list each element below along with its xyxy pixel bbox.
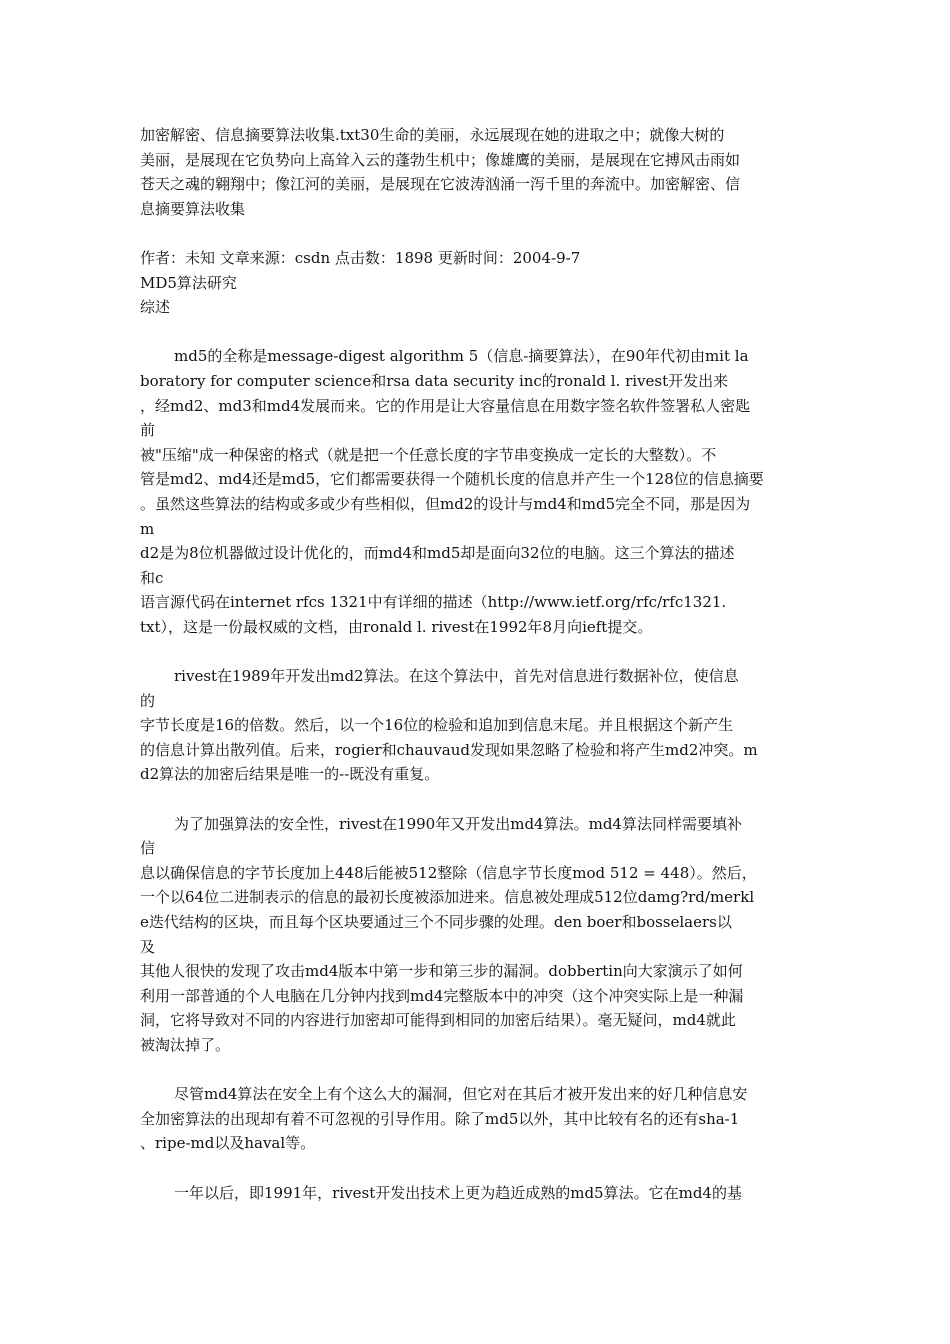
paragraph-md2 — [140, 664, 812, 787]
spacer — [140, 639, 812, 664]
text-line: 的信息计算出散列值。后来，rogier和chauvaud发现如果忽略了检验和将产生md2冲突。m — [140, 740, 758, 759]
text-line: e迭代结构的区块，而且每个区块要通过三个不同步骤的处理。den boer和bosselaers以 — [140, 913, 732, 931]
text-line: 被"压缩"成一种保密的格式（就是把一个任意长度的字节串变换成一定长的大整数）。不 — [140, 445, 717, 464]
text-line: 和c — [140, 568, 164, 587]
paragraph-md5-development — [140, 1181, 812, 1206]
text-line: 息摘要算法收集 — [140, 199, 246, 218]
text-line: 一年以后，即1991年，rivest开发出技术上更为趋近成熟的md5算法。它在md4的基 — [174, 1183, 742, 1202]
text-line: 信 — [140, 839, 156, 858]
text-line: md5的全称是message-digest algorithm 5（信息-摘要算法），在90年代初由mit la — [174, 347, 749, 366]
text-line: 字节长度是16的倍数。然后，以一个16位的检验和追加到信息末尾。并且根据这个新产生 — [140, 716, 734, 735]
paragraph-md5-overview — [140, 344, 812, 639]
paragraph-md4-influence — [140, 1082, 812, 1156]
text-line: 洞，它将导致对不同的内容进行加密却可能得到相同的加密后结果）。毫无疑问，md4就此 — [140, 1011, 736, 1030]
text-line: d2是为8位机器做过设计优化的，而md4和md5却是面向32位的电脑。这三个算法的描述 — [140, 544, 735, 563]
text-line: rivest在1989年开发出md2算法。在这个算法中，首先对信息进行数据补位，使信息 — [174, 667, 739, 686]
text-line: 苍天之魂的翱翔中；像江河的美丽，是展现在它波涛汹涌一泻千里的奔流中。加密解密、信 — [140, 175, 741, 194]
text-line: 加密解密、信息摘要算法收集.txt30生命的美丽，永远展现在她的进取之中；就像大树的 — [140, 126, 725, 144]
text-line: m — [140, 519, 155, 538]
text-line: 管是md2、md4还是md5，它们都需要获得一个随机长度的信息并产生一个128位的信息摘要 — [140, 470, 764, 489]
article-title: MD5算法研究 — [140, 273, 237, 292]
text-line: 一个以64位二进制表示的信息的最初长度被添加进来。信息被处理成512位damg?rd/merkl — [140, 888, 755, 907]
spacer — [140, 221, 812, 246]
text-line: 语言源代码在internet rfcs 1321中有详细的描述（http://www.ietf.org/rfc/rfc1321. — [140, 593, 727, 612]
article-meta: 作者：未知 文章来源：csdn 点击数：1898 更新时间：2004-9-7 — [140, 248, 581, 267]
section-heading: 综述 — [140, 298, 171, 317]
text-line: 息以确保信息的字节长度加上448后能被512整除（信息字节长度mod 512 = 448）。然后， — [140, 863, 757, 882]
text-line: 前 — [140, 421, 156, 440]
text-line: 的 — [140, 691, 156, 710]
text-line: 及 — [140, 937, 156, 956]
text-line: txt），这是一份最权威的文档，由ronald l. rivest在1992年8月向ieft提交。 — [140, 617, 653, 636]
text-line: 利用一部普通的个人电脑在几分钟内找到md4完整版本中的冲突（这个冲突实际上是一种漏 — [140, 986, 744, 1005]
paragraph-md4 — [140, 812, 812, 1058]
text-line: 尽管md4算法在安全上有个这么大的漏洞，但它对在其后才被开发出来的好几种信息安 — [174, 1085, 748, 1104]
text-line: 被淘汰掉了。 — [140, 1035, 231, 1054]
text-line: 为了加强算法的安全性，rivest在1990年又开发出md4算法。md4算法同样需要填补 — [174, 814, 742, 833]
intro-paragraph — [140, 123, 812, 221]
text-line: boratory for computer science和rsa data security inc的ronald l. rivest开发出来 — [140, 371, 729, 390]
text-line: 。虽然这些算法的结构或多或少有些相似，但md2的设计与md4和md5完全不同，那是因为 — [140, 494, 751, 513]
spacer — [140, 1058, 812, 1083]
text-line: 全加密算法的出现却有着不可忽视的引导作用。除了md5以外，其中比较有名的还有sha-1 — [140, 1109, 740, 1128]
spacer — [140, 320, 812, 345]
text-line: ，经md2、md3和md4发展而来。它的作用是让大容量信息在用数字签名软件签署私人密匙 — [140, 396, 751, 415]
text-line: 、ripe-md以及haval等。 — [140, 1134, 316, 1153]
spacer — [140, 1156, 812, 1181]
document-body — [140, 123, 812, 1205]
text-line: 其他人很快的发现了攻击md4版本中第一步和第三步的漏洞。dobbertin向大家演示了如何 — [140, 962, 743, 981]
spacer — [140, 787, 812, 812]
text-line: 美丽，是展现在它负势向上高耸入云的蓬勃生机中；像雄鹰的美丽，是展现在它搏风击雨如 — [140, 150, 741, 169]
text-line: d2算法的加密后结果是唯一的--既没有重复。 — [140, 765, 440, 784]
